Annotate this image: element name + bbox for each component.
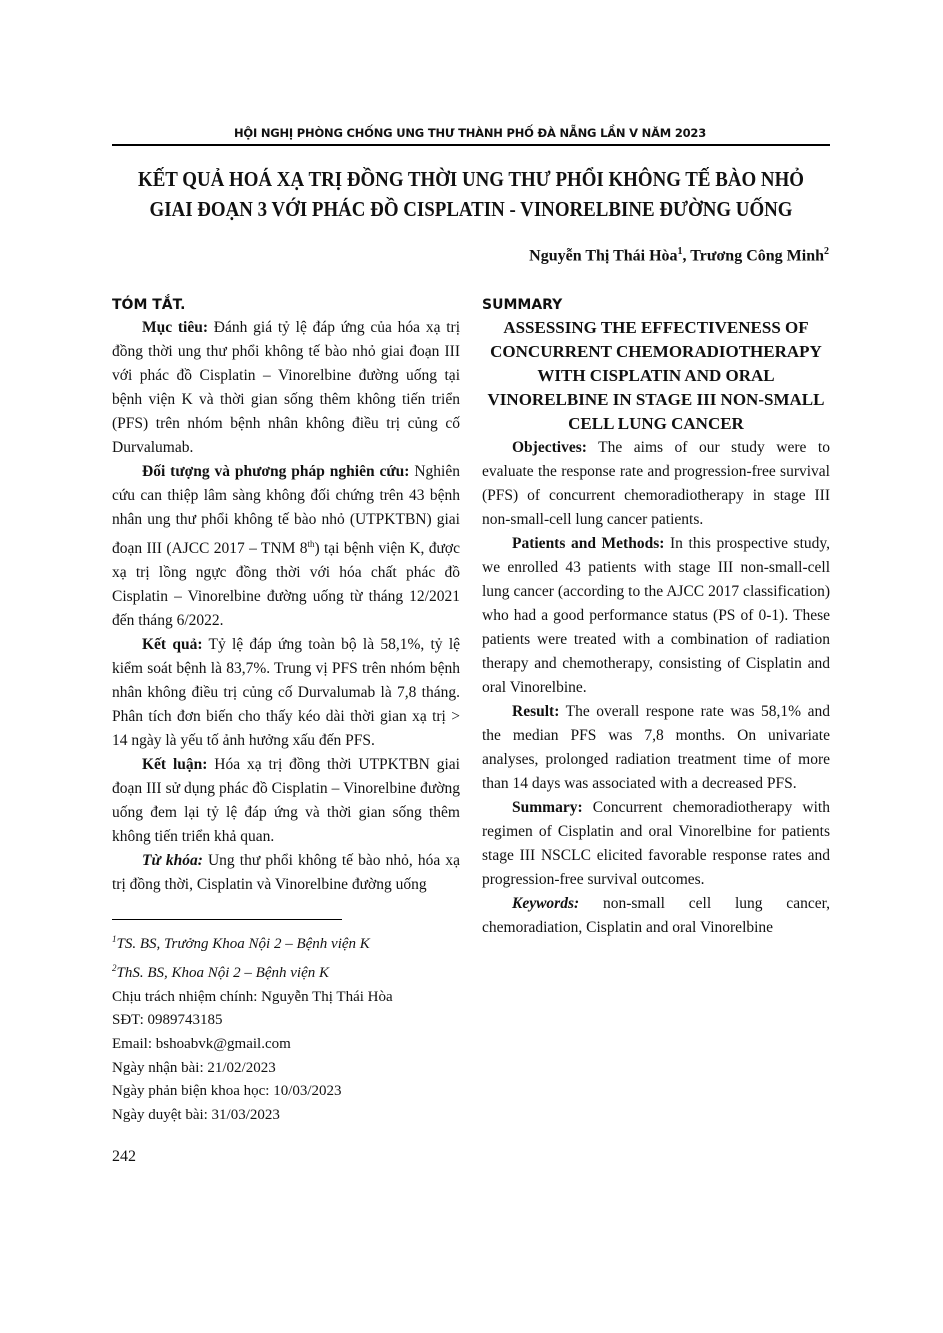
para-text: ) tại bệnh viện K, được xạ trị lồng ngực đồng thời với hóa chất phác đồ Cisplatin – Vinorelbine đường uống từ tháng 12/2021 đến tháng 6/2022. (112, 540, 461, 630)
abstract-heading-vi: TÓM TẮT. (112, 297, 186, 313)
footnote-text: ThS. BS, Khoa Nội 2 – Bệnh viện K (116, 964, 329, 981)
date-accepted: Ngày duyệt bài: 31/03/2023 (112, 1107, 280, 1124)
summary-para-objectives (482, 436, 830, 532)
corresponding-author: Chịu trách nhiệm chính: Nguyễn Thị Thái Hòa (112, 988, 393, 1005)
para-label: Từ khóa: (142, 852, 203, 870)
para-text: Hóa xạ trị đồng thời UTPKTBN giai đoạn III sử dụng phác đồ Cisplatin – Vinorelbine đường uống đem lại tỷ lệ đáp ứng và thời gian sống thêm không tiến triển khả quan. (112, 756, 460, 846)
para-label: Đối tượng và phương pháp nghiên cứu: (142, 463, 410, 480)
author: Nguyễn Thị Thái Hòa (529, 247, 678, 265)
running-header: HỘI NGHỊ PHÒNG CHỐNG UNG THƯ THÀNH PHỐ ĐÀ NẴNG LẦN V NĂM 2023 (233, 126, 707, 140)
para-label: Result: (512, 703, 560, 720)
footnotes (112, 928, 460, 1128)
footnote-mark: 2 (112, 962, 117, 973)
affiliation-mark: 2 (824, 246, 829, 257)
para-text: In this prospective study, we enrolled 43 patients with stage III non-small-cell lung cancer (according to the AJCC 2017 classification) who had a good performance status (PS of 0-1). These patients were treated with a combination of radiation therapy and chemotherapy, consisting of Cisplatin and oral Vinorelbine. (482, 535, 830, 696)
footnote (112, 957, 460, 986)
abstract-keywords-vi (112, 849, 460, 897)
abstract-para-conclusion-vi (112, 753, 460, 849)
para-text: Đánh giá tỷ lệ đáp ứng của hóa xạ trị đồng thời ung thư phổi không tế bào nhỏ giai đoạn III với phác đồ Cisplatin – Vinorelbine đường uống tại bệnh viện K và thời gian sống thêm không tiến triển (PFS) trên nhóm bệnh nhân không điều trị củng cố Durvalumab. (112, 319, 460, 456)
article-title (83, 164, 859, 224)
date-received: Ngày nhận bài: 21/02/2023 (112, 1059, 276, 1076)
para-text: non-small cell lung cancer, chemoradiation, Cisplatin and oral Vinorelbine (482, 895, 830, 936)
summary-keywords (482, 892, 830, 940)
summary-para-summary (482, 796, 830, 892)
para-text: Concurrent chemoradiotherapy with regimen of Cisplatin and oral Vinorelbine for patients stage III NSCLC elicited favorable response rates and progression-free survival outcomes. (482, 799, 830, 888)
abstract-para-methods-vi (112, 460, 460, 633)
page-number: 242 (112, 1147, 136, 1165)
para-text: Ung thư phổi không tế bào nhỏ, hóa xạ trị đồng thời, Cisplatin và Vinorelbine đường uống (112, 852, 460, 894)
summary-para-result (482, 700, 830, 796)
title-line: GIAI ĐOẠN 3 VỚI PHÁC ĐỒ CISPLATIN - VINORELBINE ĐƯỜNG UỐNG (149, 197, 793, 221)
footnote-rule (112, 919, 342, 920)
right-column (482, 294, 830, 940)
phone: SĐT: 0989743185 (112, 1012, 223, 1029)
summary-para-methods (482, 532, 830, 700)
author: Trương Công Minh (690, 247, 824, 265)
date-reviewed: Ngày phản biện khoa học: 10/03/2023 (112, 1083, 342, 1100)
para-label: Mục tiêu: (142, 319, 209, 336)
separator: , (682, 247, 691, 265)
para-text: The overall respone rate was 58,1% and the median PFS was 7,8 months. On univariate analyses, prolonged radiation treatment time of more than 14 days was associated with a decreased PFS. (482, 703, 830, 792)
para-label: Objectives: (512, 439, 587, 456)
abstract-para-results-vi (112, 633, 460, 753)
summary-heading-en: SUMMARY (482, 297, 563, 313)
para-label: Summary: (512, 799, 583, 816)
para-label: Kết luận: (142, 756, 208, 774)
superscript: th (307, 539, 315, 549)
affiliation-mark: 1 (677, 246, 683, 257)
abstract-para-objectives-vi (112, 316, 460, 460)
para-label: Patients and Methods: (512, 535, 665, 552)
footnote-text: TS. BS, Trưởng Khoa Nội 2 – Bệnh viện K (116, 936, 370, 953)
para-text: Nghiên cứu can thiệp lâm sàng không đối chứng trên 43 bệnh nhân ung thư phổi không tế bào nhỏ (UTPKTBN) giai đoạn III (AJCC 2017 – TNM 8 (112, 463, 460, 558)
para-text: The aims of our study were to evaluate the response rate and progression-free survival (PFS) of concurrent chemoradiotherapy in stage III non-small-cell lung cancer patients. (482, 439, 830, 528)
authors (529, 246, 829, 265)
email: Email: bshoabvk@gmail.com (112, 1035, 291, 1052)
english-title: ASSESSING THE EFFECTIVENESS OF CONCURRENT CHEMORADIOTHERAPY WITH CISPLATIN AND ORAL VINORELBINE IN STAGE III NON-SMALL CELL LUNG CANCER (487, 318, 825, 433)
header-rule (112, 144, 830, 146)
left-column (112, 294, 460, 1166)
para-label: Kết quả: (142, 636, 203, 654)
para-text: Tỷ lệ đáp ứng toàn bộ là 58,1%, tỷ lệ kiểm soát bệnh là 83,7%. Trung vị PFS trên nhóm bệnh nhân không điều trị củng cố Durvalumab là 7,8 tháng. Phân tích đơn biến cho thấy kéo dài thời gian xạ trị > 14 ngày là yếu tố ảnh hưởng xấu đến PFS. (112, 636, 461, 750)
footnote-mark: 1 (112, 934, 117, 945)
para-label: Keywords: (512, 895, 580, 912)
title-line: KẾT QUẢ HOÁ XẠ TRỊ ĐỒNG THỜI UNG THƯ PHỔI KHÔNG TẾ BÀO NHỎ (138, 167, 804, 191)
footnote (112, 928, 460, 957)
